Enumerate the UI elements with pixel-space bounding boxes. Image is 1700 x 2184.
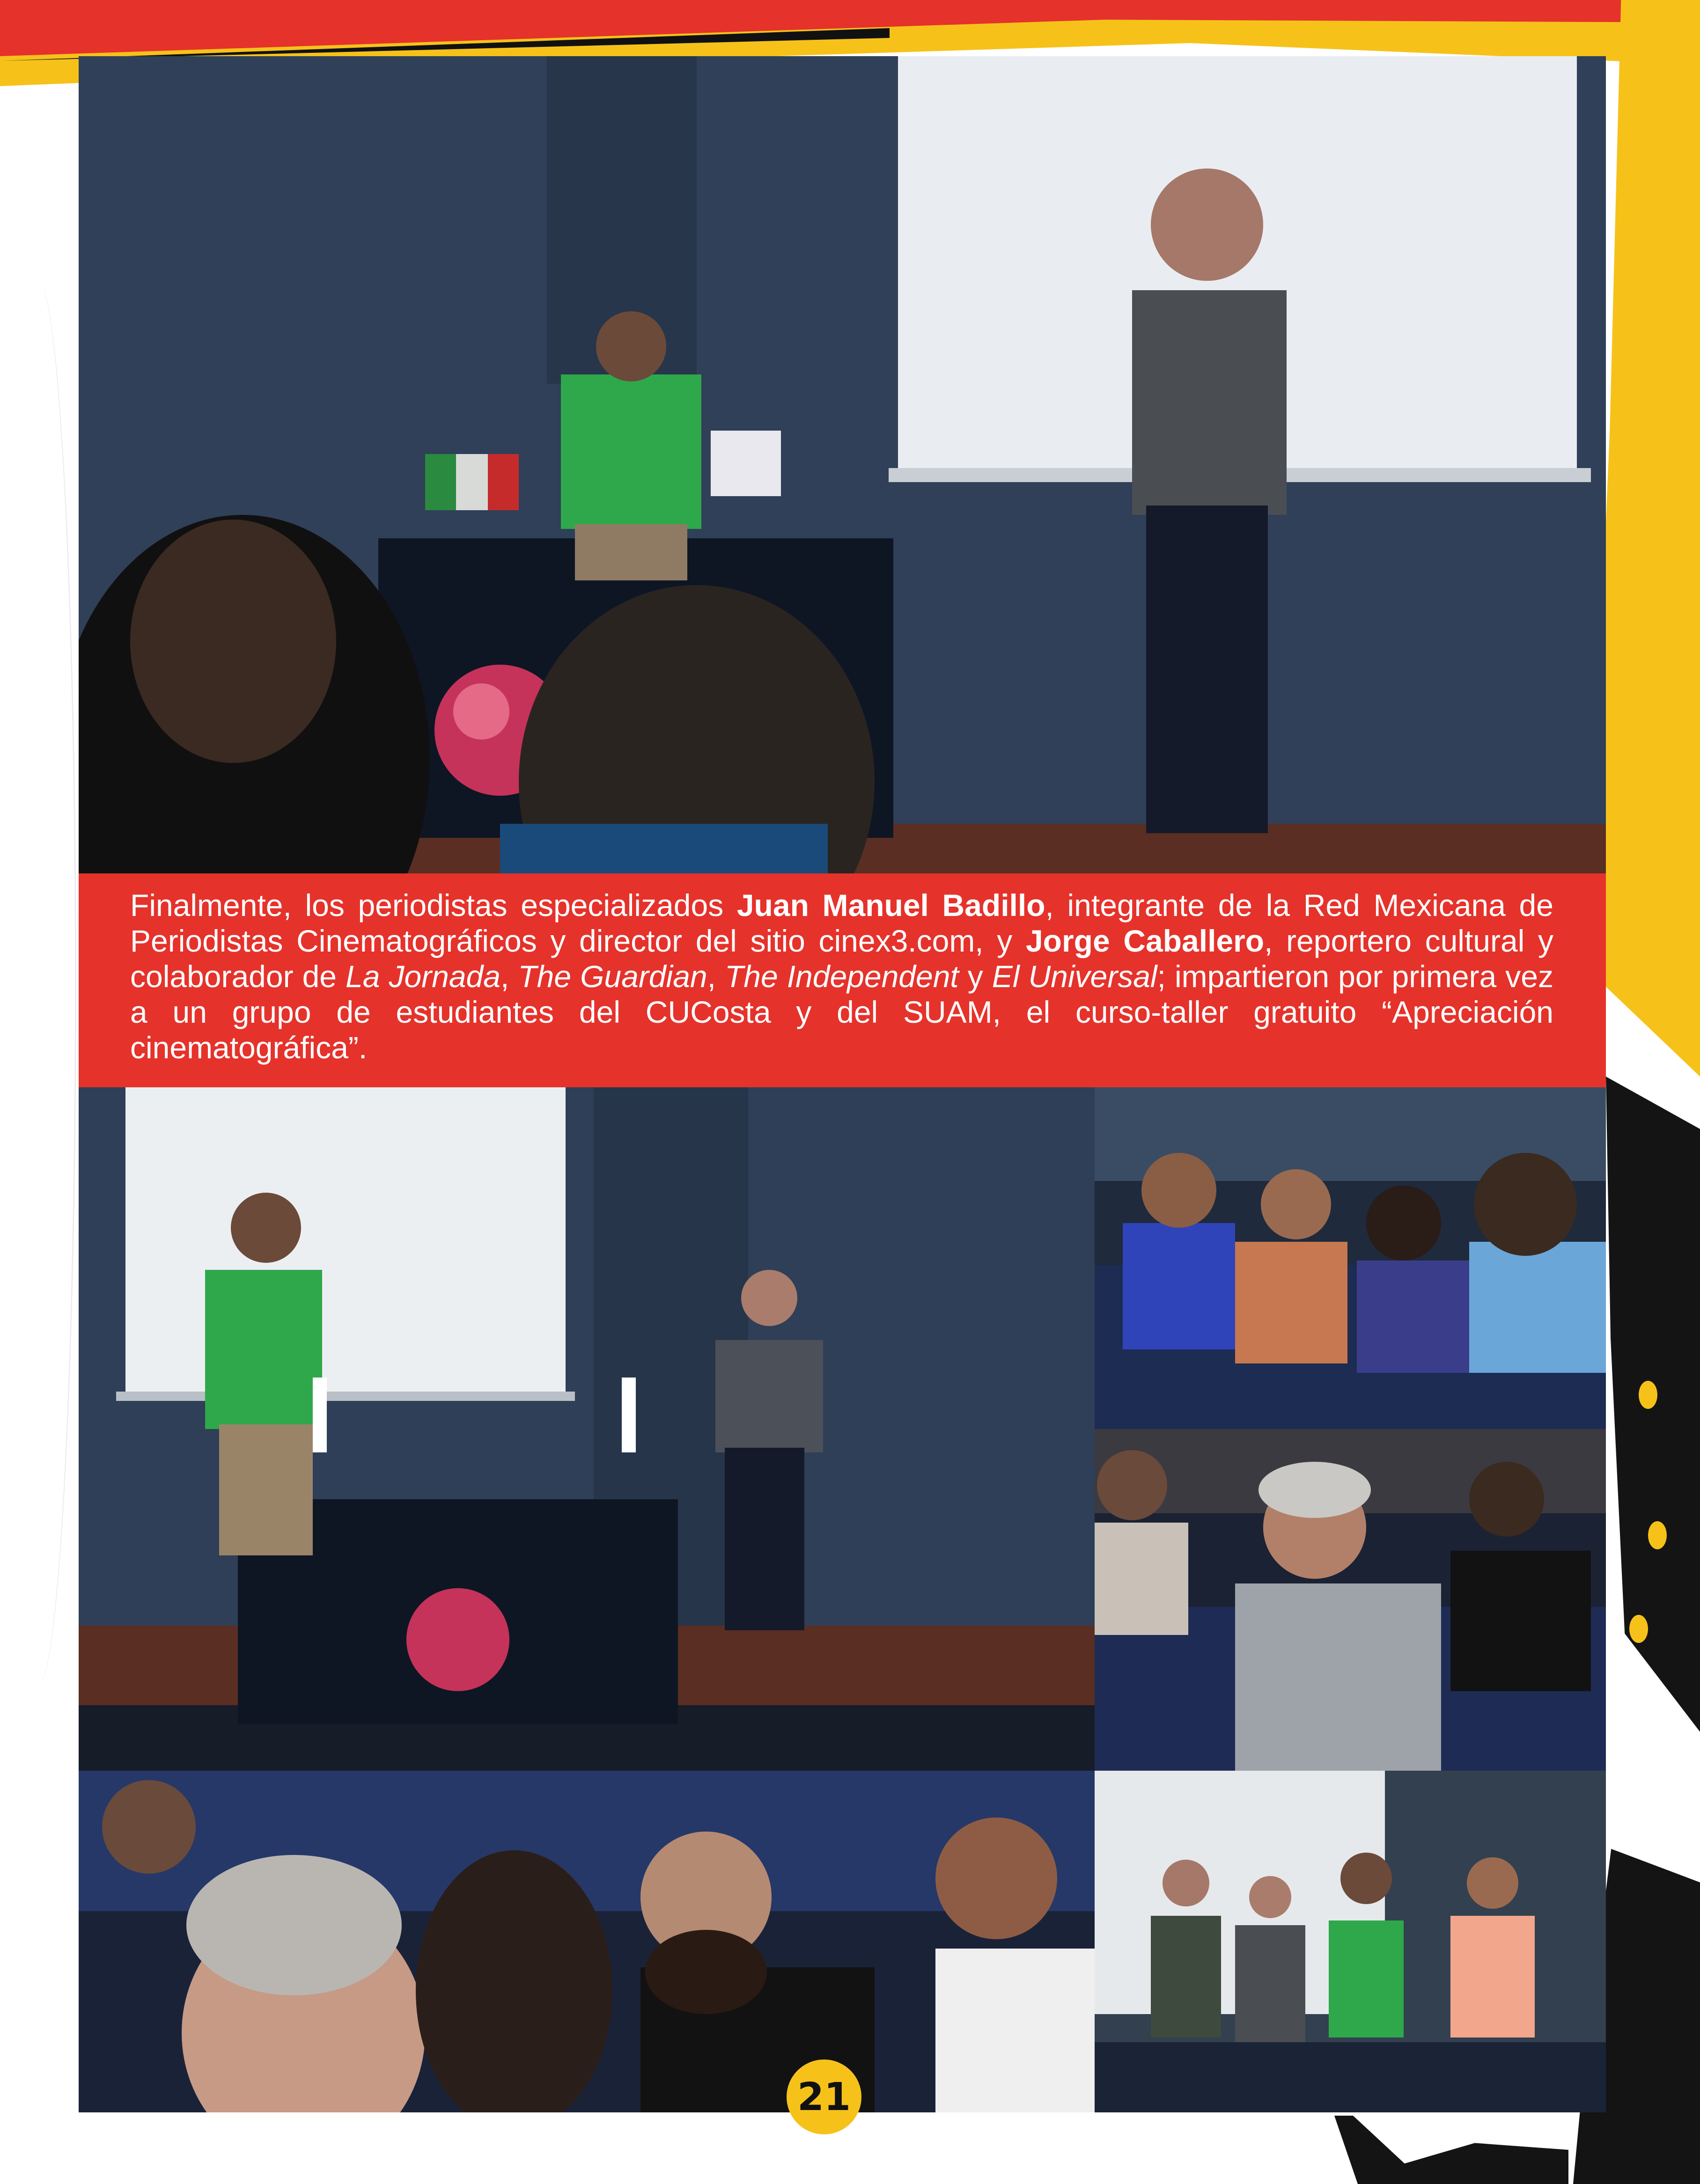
caption-name-caballero: Jorge Caballero bbox=[1025, 923, 1265, 958]
caption-publication: El Universal bbox=[992, 959, 1157, 994]
photo-two-presenters-stage bbox=[79, 1087, 1095, 1771]
caption-box bbox=[79, 873, 1606, 1087]
photo-audience-students bbox=[1095, 1087, 1606, 1429]
photo-four-speakers bbox=[1095, 1771, 1606, 2112]
decorative-dot bbox=[1639, 1381, 1657, 1409]
caption-segment: Finalmente, los periodistas especializados bbox=[130, 888, 737, 923]
caption-segment: , reportero cultural y colaborador de bbox=[130, 923, 1553, 994]
decorative-left-line bbox=[0, 281, 76, 1685]
page-number-text: 21 bbox=[797, 2074, 851, 2119]
photo-audience-woman bbox=[1095, 1429, 1606, 1771]
decorative-dot bbox=[1629, 1615, 1648, 1643]
photo-speaker-auditorium bbox=[79, 56, 1606, 873]
page-number-badge bbox=[787, 2059, 861, 2134]
caption-segment: , integrante de la Red Mexicana de Periodistas Cinematográficos y director del sitio cinex3.com, y bbox=[130, 888, 1553, 958]
caption-separator: , bbox=[707, 959, 725, 994]
caption-text bbox=[130, 887, 1553, 1065]
photo-audience-closeup bbox=[79, 1771, 1095, 2112]
caption-separator: , bbox=[500, 959, 518, 994]
decorative-bottom-stroke bbox=[1334, 2116, 1568, 2184]
caption-publication: La Jornada bbox=[346, 959, 500, 994]
caption-name-badillo: Juan Manuel Badillo bbox=[736, 888, 1045, 923]
caption-publication: The Independent bbox=[724, 959, 959, 994]
decorative-dot bbox=[1648, 1521, 1667, 1549]
caption-publication: The Guardian bbox=[518, 959, 707, 994]
caption-separator: y bbox=[958, 959, 992, 994]
caption-segment: ; impartieron por primera vez a un grupo de estudiantes del CUCosta y del SUAM, el curso-taller gratuito “Apreciación cinematográfica”. bbox=[130, 959, 1553, 1065]
